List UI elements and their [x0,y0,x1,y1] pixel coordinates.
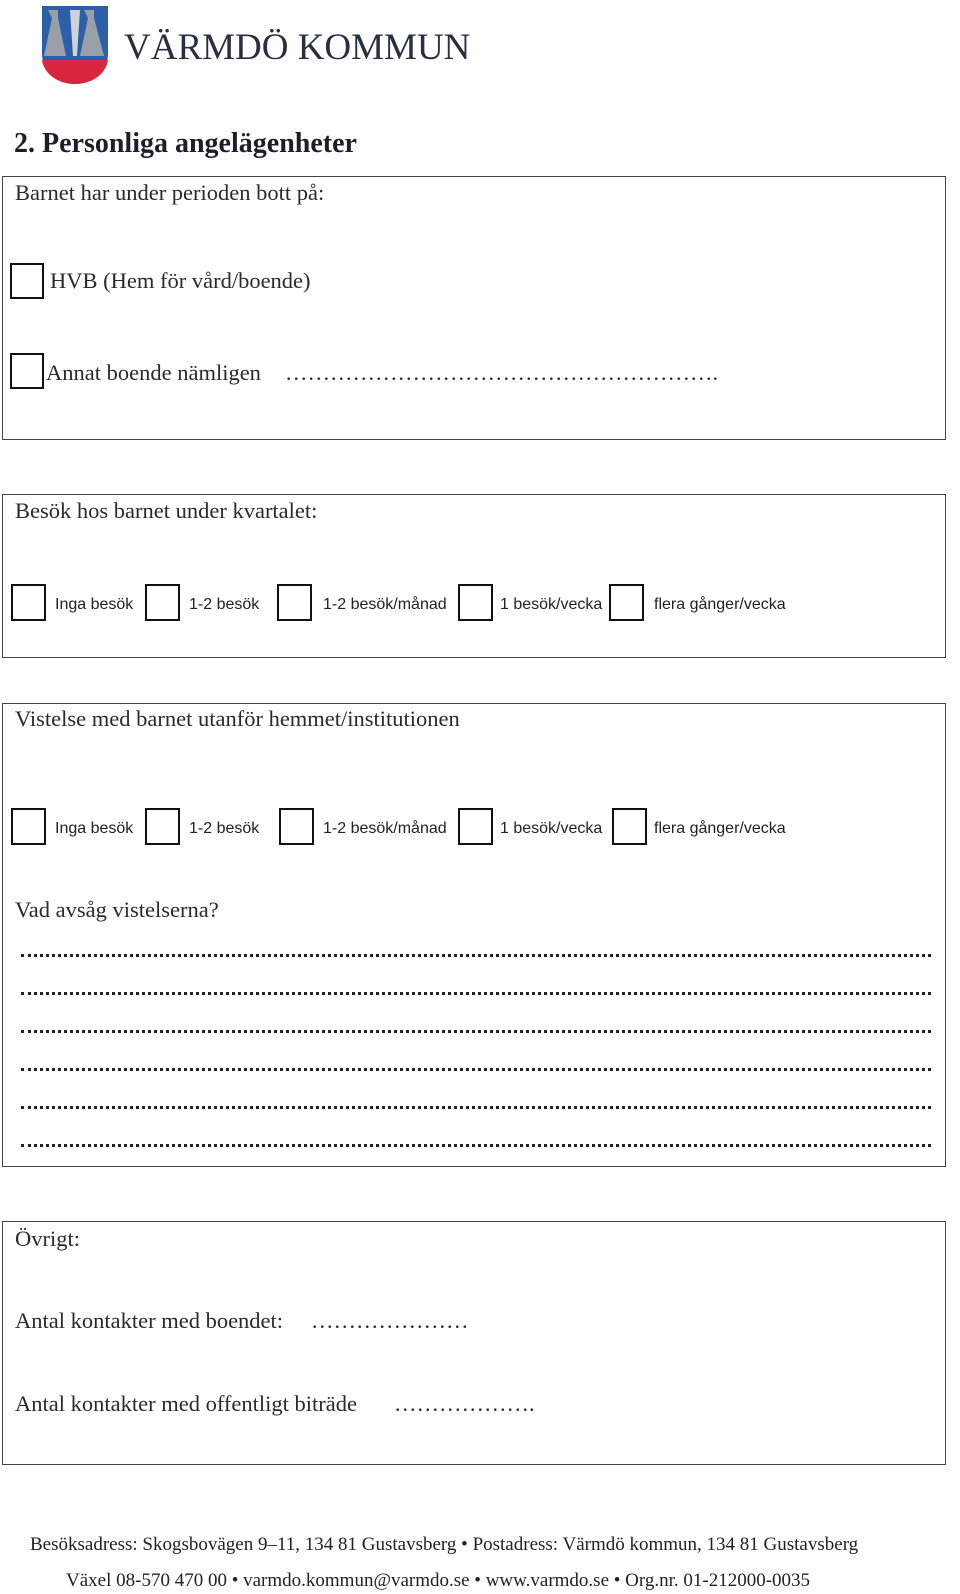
contacts-boende-label: Antal kontakter med boendet: [15,1308,284,1333]
besok-checkbox-1-vecka[interactable] [458,584,493,621]
besok-checkbox-inga[interactable] [11,584,46,621]
option-hvb-label: HVB (Hem för vård/boende) [50,268,311,293]
ovrigt-title: Övrigt: [15,1226,80,1251]
footer-contact: Växel 08-570 470 00 • varmdo.kommun@varmdo.se • www.varmdo.se • Org.nr. 01-212000-0035 [66,1570,811,1591]
municipality-logo [40,4,471,88]
answer-line[interactable] [21,992,931,995]
vistelse-option-label: Inga besök [55,820,134,837]
vistelse-option-label: 1-2 besök/månad [323,820,447,837]
besok-option-label: 1-2 besök/månad [323,596,447,613]
contacts-boende-fill-line[interactable]: ………………… [311,1308,469,1333]
option-annat-boende-label: Annat boende nämligen [46,360,261,385]
checkbox-annat-boende[interactable] [10,353,44,389]
vistelse-section [2,703,946,1167]
vistelse-option-label: 1 besök/vecka [500,820,603,837]
besok-option-label: 1-2 besök [189,596,260,613]
answer-line[interactable] [21,1068,931,1071]
checkbox-hvb[interactable] [10,263,44,299]
vistelse-checkbox-1-2-manad[interactable] [279,808,314,845]
vistelse-checkbox-inga[interactable] [11,808,46,845]
vistelse-checkbox-1-vecka[interactable] [458,808,493,845]
answer-line[interactable] [21,1144,931,1147]
answer-line[interactable] [21,1030,931,1033]
contacts-bitrade-fill-line[interactable]: ………………. [394,1391,535,1416]
vistelse-checkbox-1-2[interactable] [145,808,180,845]
coat-of-arms-icon [40,4,110,86]
boende-section [2,176,946,440]
footer-address: Besöksadress: Skogsbovägen 9–11, 134 81 Gustavsberg • Postadress: Värmdö kommun, 134 81 Gustavsberg [30,1534,859,1555]
besok-option-label: flera gånger/vecka [654,596,786,613]
logo-wordmark: VÄRMDÖ KOMMUN [124,27,471,68]
answer-line[interactable] [21,1106,931,1109]
besok-checkbox-flera[interactable] [609,584,644,621]
boende-question: Barnet har under perioden bott på: [15,180,325,205]
besok-checkbox-1-2[interactable] [145,584,180,621]
besok-option-label: 1 besök/vecka [500,596,603,613]
vistelse-option-label: 1-2 besök [189,820,260,837]
annat-boende-fill-line[interactable]: …………………………………………………. [285,360,719,385]
vistelse-followup-question: Vad avsåg vistelserna? [15,897,219,922]
section-title: 2. Personliga angelägenheter [14,128,357,159]
besok-checkbox-1-2-manad[interactable] [277,584,312,621]
vistelse-question: Vistelse med barnet utanför hemmet/institutionen [15,706,460,731]
besok-option-label: Inga besök [55,596,134,613]
besok-question: Besök hos barnet under kvartalet: [15,498,318,523]
answer-line[interactable] [21,954,931,957]
besok-section [2,494,946,658]
ovrigt-section [2,1221,946,1465]
vistelse-option-label: flera gånger/vecka [654,820,786,837]
contacts-bitrade-label: Antal kontakter med offentligt biträde [15,1391,357,1416]
vistelse-checkbox-flera[interactable] [612,808,647,845]
